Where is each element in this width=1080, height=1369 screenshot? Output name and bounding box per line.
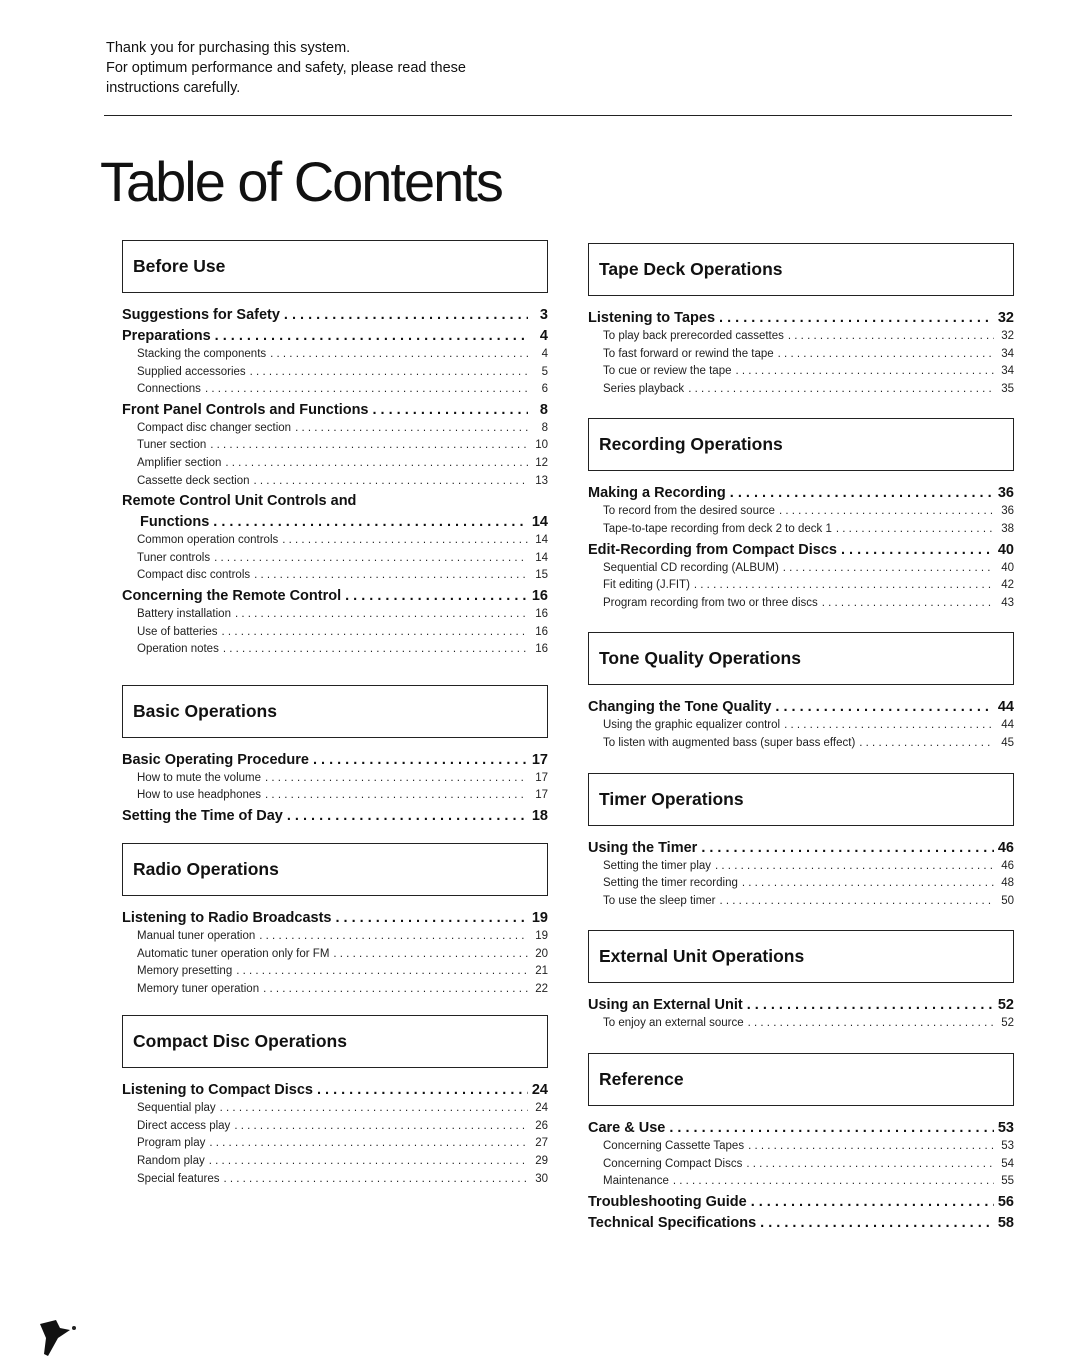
- toc-subentry[interactable]: [122, 1118, 548, 1136]
- toc-subentry[interactable]: [122, 364, 548, 382]
- toc-subentry[interactable]: [588, 717, 1014, 735]
- toc-entry-page: 27: [535, 1137, 548, 1150]
- toc-entry-label: Random play: [137, 1155, 205, 1168]
- dot-leader: [213, 512, 528, 532]
- toc-entry-page: 17: [535, 771, 548, 784]
- toc-entry[interactable]: [588, 697, 1014, 717]
- dot-leader: [254, 567, 528, 585]
- dot-leader: [205, 381, 528, 399]
- toc-entry-label: Common operation controls: [137, 534, 279, 547]
- toc-entry-page: 30: [535, 1172, 548, 1185]
- toc-entry-page: 24: [531, 1082, 548, 1099]
- page-title: Table of Contents: [100, 150, 502, 213]
- toc-entry[interactable]: [122, 750, 548, 770]
- toc-entry-page: 19: [535, 929, 548, 942]
- toc-entry-label: Functions: [140, 514, 210, 531]
- toc-section-compact-disc-operations: [122, 1015, 548, 1188]
- toc-subentry[interactable]: [122, 606, 548, 624]
- dot-leader: [236, 963, 528, 981]
- dot-leader: [209, 1135, 528, 1153]
- toc-section-basic-operations: [122, 685, 548, 826]
- toc-entry-page: 26: [535, 1119, 548, 1132]
- dot-leader: [748, 1138, 994, 1156]
- toc-entry[interactable]: [122, 586, 548, 606]
- toc-entry-label: Using the graphic equalizer control: [603, 719, 781, 732]
- toc-subentry[interactable]: [122, 455, 548, 473]
- toc-entry[interactable]: [122, 400, 548, 420]
- toc-entry-list: [122, 293, 548, 659]
- dot-leader: [720, 893, 994, 911]
- toc-entry-label: Technical Specifications: [588, 1214, 757, 1231]
- toc-entry-label: Changing the Tone Quality: [588, 699, 772, 716]
- toc-entry[interactable]: [122, 326, 548, 346]
- toc-subentry[interactable]: [122, 787, 548, 805]
- toc-subentry[interactable]: [588, 1015, 1014, 1033]
- toc-entry-label: Setting the timer play: [603, 859, 712, 872]
- toc-entry-page: 32: [1001, 330, 1014, 342]
- dot-leader: [669, 1118, 993, 1138]
- section-heading: Radio Operations: [122, 843, 548, 896]
- section-heading: External Unit Operations: [588, 930, 1014, 983]
- toc-entry[interactable]: [588, 540, 1014, 560]
- toc-entry-page: 48: [1001, 877, 1014, 890]
- dot-leader: [859, 735, 994, 753]
- toc-entry-page: 17: [531, 751, 548, 768]
- toc-entry-label: How to use headphones: [137, 789, 262, 802]
- section-heading: Before Use: [122, 240, 548, 293]
- toc-entry-page: 43: [1001, 596, 1014, 609]
- intro-text: [106, 38, 576, 98]
- toc-section-reference: [588, 1053, 1014, 1233]
- toc-subentry[interactable]: [588, 735, 1014, 753]
- toc-entry-page: 16: [535, 625, 548, 638]
- toc-entry-label: Tuner controls: [137, 551, 211, 564]
- toc-entry-label: Compact disc controls: [137, 569, 251, 582]
- toc-entry-page: 10: [535, 439, 548, 452]
- dot-leader: [235, 606, 528, 624]
- dot-leader: [778, 346, 994, 364]
- toc-entry-label: Program play: [137, 1137, 206, 1150]
- toc-entry-label: Sequential play: [137, 1102, 216, 1115]
- toc-entry-label: To play back prerecorded cassettes: [603, 330, 784, 342]
- toc-entry-label: Supplied accessories: [137, 365, 246, 378]
- toc-subentry[interactable]: [122, 770, 548, 788]
- toc-subentry[interactable]: [122, 1153, 548, 1171]
- toc-subentry[interactable]: [122, 381, 548, 399]
- toc-entry-label: Using an External Unit: [588, 997, 743, 1014]
- toc-section-timer-operations: [588, 773, 1014, 911]
- toc-entry-page: 53: [997, 1119, 1014, 1136]
- toc-section-radio-operations: [122, 843, 548, 998]
- toc-entry-list: [588, 983, 1014, 1033]
- toc-entry-label: Listening to Compact Discs: [122, 1082, 313, 1099]
- toc-entry[interactable]: [588, 838, 1014, 858]
- dot-leader: [220, 1100, 528, 1118]
- toc-entry-page: 44: [997, 699, 1014, 716]
- dot-leader: [784, 717, 994, 735]
- toc-entry-label: Fit editing (J.FIT): [603, 579, 690, 592]
- dot-leader: [250, 364, 528, 382]
- toc-entry[interactable]: [588, 995, 1014, 1015]
- toc-entry-label: Operation notes: [137, 643, 219, 656]
- dot-leader: [736, 363, 995, 381]
- toc-subentry[interactable]: [588, 381, 1014, 399]
- toc-subentry[interactable]: [588, 875, 1014, 893]
- toc-entry-page: 21: [535, 965, 548, 978]
- toc-subentry[interactable]: [588, 521, 1014, 539]
- toc-entry[interactable]: [122, 305, 548, 325]
- toc-entry[interactable]: [122, 908, 548, 928]
- toc-subentry[interactable]: [122, 1171, 548, 1189]
- dot-leader: [701, 838, 994, 858]
- dot-leader: [841, 540, 994, 560]
- toc-entry-label: Connections: [137, 383, 201, 396]
- toc-entry-label: Concerning Cassette Tapes: [603, 1139, 745, 1152]
- toc-entry-label: Compact disc changer section: [137, 421, 292, 434]
- toc-entry-label: Using the Timer: [588, 839, 698, 856]
- toc-subentry[interactable]: [588, 363, 1014, 381]
- toc-entry-page: 36: [997, 485, 1014, 502]
- dot-leader: [225, 455, 528, 473]
- toc-entry-label: How to mute the volume: [137, 771, 262, 784]
- dot-leader: [688, 381, 994, 399]
- dot-leader: [209, 1153, 528, 1171]
- toc-entry-page: 8: [539, 401, 548, 418]
- toc-subentry[interactable]: [122, 346, 548, 364]
- toc-entry-label: Concerning Compact Discs: [603, 1157, 743, 1170]
- toc-entry-label: Front Panel Controls and Functions: [122, 401, 369, 418]
- toc-entry-page: 16: [535, 643, 548, 656]
- section-heading: Basic Operations: [122, 685, 548, 738]
- toc-subentry[interactable]: [122, 624, 548, 642]
- dot-leader: [748, 1015, 994, 1033]
- toc-entry-label: Maintenance: [603, 1175, 669, 1188]
- toc-entry-page: 46: [997, 839, 1014, 856]
- dot-leader: [746, 1156, 994, 1174]
- toc-entry-page: 40: [997, 541, 1014, 558]
- toc-entry-page: 14: [531, 514, 548, 531]
- toc-entry-label: Program recording from two or three discs: [603, 596, 818, 609]
- toc-subentry[interactable]: [122, 473, 548, 491]
- toc-entry-label: Memory tuner operation: [137, 982, 260, 995]
- toc-entry-list: [588, 296, 1014, 398]
- toc-subentry[interactable]: [122, 946, 548, 964]
- toc-entry-label: Sequential CD recording (ALBUM): [603, 561, 779, 574]
- dot-leader: [282, 532, 528, 550]
- toc-entry-list: [588, 1106, 1014, 1233]
- toc-entry-page: 22: [535, 982, 548, 995]
- toc-entry-label: Series playback: [603, 382, 685, 395]
- toc-entry-page: 53: [1001, 1139, 1014, 1152]
- toc-entry[interactable]: [588, 1192, 1014, 1212]
- toc-entry-page: 52: [997, 997, 1014, 1014]
- dot-leader: [333, 946, 528, 964]
- toc-subentry[interactable]: [588, 328, 1014, 346]
- toc-entry-label: Direct access play: [137, 1119, 231, 1132]
- header-divider: [104, 115, 1012, 116]
- toc-entry-page: 18: [531, 807, 548, 824]
- dot-leader: [284, 305, 528, 325]
- dot-leader: [373, 400, 529, 420]
- toc-subentry[interactable]: [588, 1156, 1014, 1174]
- toc-entry[interactable]: [588, 308, 1014, 328]
- toc-entry-page: 55: [1001, 1175, 1014, 1188]
- toc-entry-label: Automatic tuner operation only for FM: [137, 947, 330, 960]
- registration-mark-icon: [36, 1318, 78, 1358]
- toc-entry[interactable]: [588, 1118, 1014, 1138]
- dot-leader: [287, 806, 528, 826]
- toc-entry-page: 38: [1001, 522, 1014, 535]
- toc-entry-label: Listening to Tapes: [588, 310, 716, 326]
- toc-entry-label: To fast forward or rewind the tape: [603, 347, 774, 360]
- dot-leader: [234, 1118, 528, 1136]
- toc-entry-page: 24: [535, 1102, 548, 1115]
- toc-entry-page: 52: [1001, 1017, 1014, 1030]
- toc-entry-label: Preparations: [122, 328, 211, 344]
- section-heading: Tone Quality Operations: [588, 632, 1014, 685]
- toc-entry-label: Special features: [137, 1172, 220, 1185]
- toc-entry-page: 17: [535, 789, 548, 802]
- toc-entry-label: Edit-Recording from Compact Discs: [588, 541, 837, 558]
- toc-entry-label: To record from the desired source: [603, 505, 775, 518]
- toc-entry-page: 4: [539, 328, 548, 344]
- dot-leader: [822, 595, 994, 613]
- toc-entry-label: Setting the timer recording: [603, 877, 738, 890]
- dot-leader: [295, 420, 528, 438]
- dot-leader: [836, 521, 994, 539]
- toc-subentry[interactable]: [122, 1135, 548, 1153]
- toc-subentry[interactable]: [588, 503, 1014, 521]
- toc-entry-label: Tape-to-tape recording from deck 2 to deck 1: [603, 522, 832, 535]
- toc-entry-label: Amplifier section: [137, 456, 222, 469]
- dot-leader: [265, 770, 528, 788]
- dot-leader: [223, 641, 528, 659]
- dot-leader: [673, 1173, 994, 1191]
- dot-leader: [259, 928, 528, 946]
- dot-leader: [788, 328, 994, 346]
- toc-section-before-use: [122, 240, 548, 659]
- intro-line: instructions carefully.: [106, 80, 241, 96]
- toc-subentry[interactable]: [122, 928, 548, 946]
- intro-line: Thank you for purchasing this system.: [106, 40, 351, 56]
- dot-leader: [719, 308, 994, 328]
- dot-leader: [345, 586, 528, 606]
- toc-entry-page: 6: [541, 383, 548, 396]
- toc-entry-page: 50: [1001, 894, 1014, 907]
- toc-entry-list: [122, 896, 548, 998]
- dot-leader: [775, 697, 993, 717]
- toc-entry-page: 56: [997, 1193, 1014, 1210]
- toc-entry-list: [588, 826, 1014, 911]
- toc-entry-page: 29: [535, 1155, 548, 1168]
- toc-entry-list: [588, 685, 1014, 752]
- toc-subentry[interactable]: [588, 346, 1014, 364]
- toc-entry-page: 13: [535, 474, 548, 487]
- toc-entry-label: Setting the Time of Day: [122, 807, 283, 824]
- toc-entry-list: [588, 471, 1014, 612]
- toc-subentry[interactable]: [122, 963, 548, 981]
- toc-entry-page: 44: [1001, 719, 1014, 732]
- dot-leader: [783, 560, 994, 578]
- toc-entry-label: Listening to Radio Broadcasts: [122, 909, 332, 926]
- toc-entry-page: 8: [541, 421, 548, 434]
- toc-entry-page: 16: [531, 587, 548, 604]
- toc-entry[interactable]: [122, 512, 548, 532]
- toc-subentry[interactable]: [588, 577, 1014, 595]
- toc-entry-label: Battery installation: [137, 607, 231, 620]
- toc-entry-label: Manual tuner operation: [137, 929, 256, 942]
- toc-entry-page: 20: [535, 947, 548, 960]
- toc-entry-page: 14: [535, 534, 548, 547]
- toc-subentry[interactable]: [588, 595, 1014, 613]
- toc-subentry[interactable]: [122, 420, 548, 438]
- dot-leader: [317, 1080, 528, 1100]
- toc-subentry[interactable]: [588, 1138, 1014, 1156]
- section-heading: Recording Operations: [588, 418, 1014, 471]
- dot-leader: [715, 858, 994, 876]
- toc-subentry[interactable]: [122, 641, 548, 659]
- dot-leader: [210, 437, 528, 455]
- toc-subentry[interactable]: [588, 1173, 1014, 1191]
- dot-leader: [263, 981, 528, 999]
- toc-entry-page: 54: [1001, 1157, 1014, 1170]
- toc-entry-page: 36: [1001, 505, 1014, 518]
- dot-leader: [223, 1171, 528, 1189]
- toc-entry-page: 35: [1001, 382, 1014, 395]
- toc-entry-label: Suggestions for Safety: [122, 307, 280, 323]
- toc-entry[interactable]: [122, 806, 548, 826]
- dot-leader: [760, 1213, 994, 1233]
- toc-section-recording-operations: [588, 418, 1014, 612]
- toc-subentry[interactable]: [122, 981, 548, 999]
- dot-leader: [215, 326, 528, 346]
- section-heading: Tape Deck Operations: [588, 243, 1014, 296]
- toc-entry-label: To use the sleep timer: [603, 894, 716, 907]
- dot-leader: [214, 550, 528, 568]
- toc-subentry[interactable]: [588, 858, 1014, 876]
- dot-leader: [751, 1192, 994, 1212]
- toc-subentry[interactable]: [122, 532, 548, 550]
- dot-leader: [313, 750, 528, 770]
- toc-subentry[interactable]: [122, 1100, 548, 1118]
- toc-entry-list: [122, 1068, 548, 1188]
- toc-entry[interactable]: [588, 1213, 1014, 1233]
- toc-entry-label: To cue or review the tape: [603, 365, 732, 378]
- toc-entry-label: Use of batteries: [137, 625, 218, 638]
- toc-entry-page: 15: [535, 569, 548, 582]
- toc-entry-label: Troubleshooting Guide: [588, 1193, 747, 1210]
- dot-leader: [747, 995, 994, 1015]
- toc-entry-label: To enjoy an external source: [603, 1017, 744, 1030]
- toc-entry-page: 16: [535, 607, 548, 620]
- section-heading: Reference: [588, 1053, 1014, 1106]
- section-heading: Compact Disc Operations: [122, 1015, 548, 1068]
- toc-entry[interactable]: [588, 483, 1014, 503]
- toc-entry-label: Making a Recording: [588, 485, 726, 502]
- dot-leader: [730, 483, 994, 503]
- toc-entry-page: 42: [1001, 579, 1014, 592]
- toc-subentry[interactable]: [122, 550, 548, 568]
- toc-entry-label: Memory presetting: [137, 965, 233, 978]
- toc-entry-heading: Remote Control Unit Controls and: [122, 493, 357, 510]
- toc-entry-page: 4: [541, 348, 548, 360]
- toc-entry-label: Tuner section: [137, 439, 207, 452]
- toc-entry-label: Stacking the components: [137, 348, 267, 360]
- toc-entry-label: To listen with augmented bass (super bass effect): [603, 736, 856, 749]
- toc-entry-page: 46: [1001, 859, 1014, 872]
- toc-entry-page: 32: [997, 310, 1014, 326]
- toc-entry-page: 45: [1001, 736, 1014, 749]
- toc-subentry[interactable]: [588, 893, 1014, 911]
- toc-entry-label: Concerning the Remote Control: [122, 587, 342, 604]
- toc-entry-page: 3: [539, 307, 548, 323]
- toc-entry-page: 34: [1001, 347, 1014, 360]
- toc-entry-page: 12: [535, 456, 548, 469]
- toc-subentry[interactable]: [588, 560, 1014, 578]
- toc-section-external-unit-operations: [588, 930, 1014, 1033]
- toc-entry-page: 5: [541, 365, 548, 378]
- toc-entry-page: 40: [1001, 561, 1014, 574]
- toc-entry-page: 19: [531, 909, 548, 926]
- toc-entry-list: [122, 738, 548, 826]
- intro-line: For optimum performance and safety, please read these: [106, 60, 467, 76]
- toc-section-tone-quality-operations: [588, 632, 1014, 752]
- toc-entry-label: Cassette deck section: [137, 474, 250, 487]
- toc-entry-page: 58: [997, 1214, 1014, 1231]
- section-heading: Timer Operations: [588, 773, 1014, 826]
- dot-leader: [254, 473, 528, 491]
- toc-section-tape-deck-operations: [588, 243, 1014, 398]
- dot-leader: [335, 908, 527, 928]
- toc-entry-page: 34: [1001, 365, 1014, 378]
- toc-entry-label: Basic Operating Procedure: [122, 751, 309, 768]
- toc-subentry[interactable]: [122, 567, 548, 585]
- toc-right-column: [588, 243, 1014, 1233]
- toc-subentry[interactable]: [122, 437, 548, 455]
- dot-leader: [779, 503, 994, 521]
- dot-leader: [265, 787, 528, 805]
- dot-leader: [270, 346, 528, 364]
- toc-entry-page: 14: [535, 551, 548, 564]
- dot-leader: [742, 875, 994, 893]
- dot-leader: [222, 624, 528, 642]
- toc-entry[interactable]: [122, 1080, 548, 1100]
- toc-entry-label: Care & Use: [588, 1119, 666, 1136]
- dot-leader: [694, 577, 994, 595]
- toc-left-column: [122, 240, 548, 1188]
